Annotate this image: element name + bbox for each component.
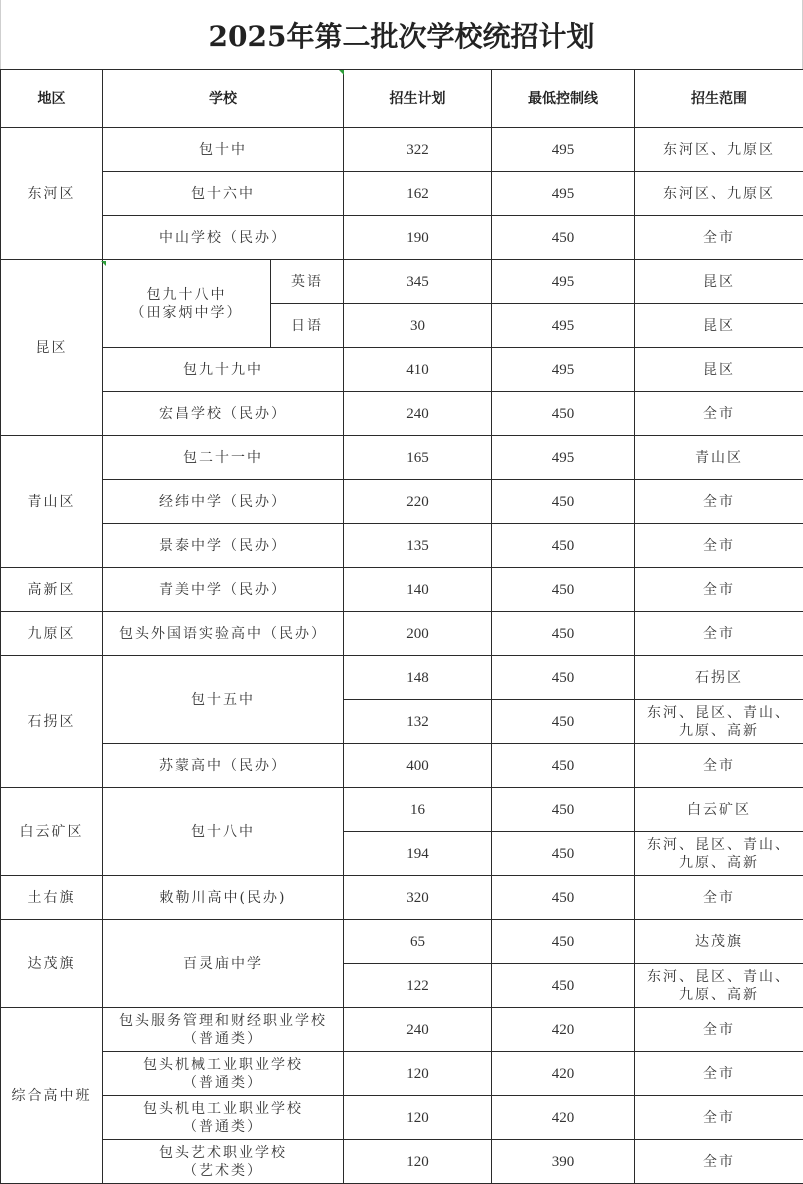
- plan-cell: 162: [344, 172, 492, 216]
- min-line-cell: 450: [492, 788, 635, 832]
- school-cell: 包十八中: [103, 788, 344, 876]
- scope-cell: 全市: [635, 568, 803, 612]
- plan-cell: 220: [344, 480, 492, 524]
- table-row: [1, 524, 803, 568]
- min-line-cell: 495: [492, 348, 635, 392]
- plan-cell: 194: [344, 832, 492, 876]
- school-cell: 包二十一中: [103, 436, 344, 480]
- plan-cell: 345: [344, 260, 492, 304]
- plan-cell: 240: [344, 1008, 492, 1052]
- header-scope: 招生范围: [635, 70, 803, 128]
- school-cell: 中山学校（民办）: [103, 216, 344, 260]
- school-cell: 包九十九中: [103, 348, 344, 392]
- scope-line: 九原、高新: [679, 986, 759, 1003]
- school-cell: 包十五中: [103, 656, 344, 744]
- cell-marker-icon: [101, 261, 106, 266]
- school-cell: 敕勒川高中(民办): [103, 876, 344, 920]
- school-name-line: 包头服务管理和财经职业学校: [119, 1012, 327, 1029]
- school-cell: [103, 1096, 344, 1140]
- min-line-cell: 495: [492, 260, 635, 304]
- school-cell: 经纬中学（民办）: [103, 480, 344, 524]
- plan-cell: 190: [344, 216, 492, 260]
- min-line-cell: 495: [492, 304, 635, 348]
- scope-cell: 东河区、九原区: [635, 172, 803, 216]
- language-cell: 日语: [271, 304, 344, 348]
- min-line-cell: 450: [492, 568, 635, 612]
- table-row: [1, 656, 803, 700]
- language-cell: 英语: [271, 260, 344, 304]
- table-row: [1, 1140, 803, 1184]
- plan-cell: 120: [344, 1096, 492, 1140]
- header-row: [1, 70, 803, 128]
- school-cell: 苏蒙高中（民办）: [103, 744, 344, 788]
- plan-cell: 135: [344, 524, 492, 568]
- school-name-line: 包头艺术职业学校: [159, 1144, 287, 1161]
- school-name-line: 包九十八中: [146, 286, 227, 303]
- min-line-cell: 450: [492, 920, 635, 964]
- table-row: [1, 1096, 803, 1140]
- school-name-line: （普通类）: [183, 1074, 263, 1091]
- plan-cell: 132: [344, 700, 492, 744]
- page-title: 2025年第二批次学校统招计划: [0, 0, 803, 69]
- scope-cell: [635, 700, 803, 744]
- scope-cell: 全市: [635, 876, 803, 920]
- min-line-cell: 450: [492, 744, 635, 788]
- school-cell: 景泰中学（民办）: [103, 524, 344, 568]
- scope-cell: 全市: [635, 1008, 803, 1052]
- region-cell: 达茂旗: [1, 920, 103, 1008]
- min-line-cell: 420: [492, 1008, 635, 1052]
- region-cell: 九原区: [1, 612, 103, 656]
- min-line-cell: 450: [492, 612, 635, 656]
- scope-cell: 全市: [635, 1140, 803, 1184]
- min-line-cell: 420: [492, 1096, 635, 1140]
- scope-line: 东河、昆区、青山、: [647, 704, 791, 721]
- scope-cell: 东河区、九原区: [635, 128, 803, 172]
- min-line-cell: 450: [492, 656, 635, 700]
- school-name-line: 包头机械工业职业学校: [143, 1056, 303, 1073]
- scope-cell: 达茂旗: [635, 920, 803, 964]
- scope-cell: 青山区: [635, 436, 803, 480]
- school-name-line: （普通类）: [183, 1030, 263, 1047]
- table-row: [1, 260, 803, 304]
- min-line-cell: 450: [492, 216, 635, 260]
- scope-cell: 昆区: [635, 348, 803, 392]
- school-name-line: 包头机电工业职业学校: [143, 1100, 303, 1117]
- scope-cell: 全市: [635, 612, 803, 656]
- school-cell: 青美中学（民办）: [103, 568, 344, 612]
- plan-cell: 320: [344, 876, 492, 920]
- region-cell: 综合高中班: [1, 1008, 103, 1184]
- min-line-cell: 495: [492, 436, 635, 480]
- table-row: [1, 480, 803, 524]
- min-line-cell: 450: [492, 480, 635, 524]
- plan-cell: 400: [344, 744, 492, 788]
- plan-cell: 165: [344, 436, 492, 480]
- min-line-cell: 450: [492, 964, 635, 1008]
- min-line-cell: 390: [492, 1140, 635, 1184]
- table-row: [1, 788, 803, 832]
- header-school: 学校: [103, 70, 344, 128]
- table-row: [1, 216, 803, 260]
- plan-cell: 16: [344, 788, 492, 832]
- school-name-line: （普通类）: [183, 1118, 263, 1135]
- school-name-line: （田家炳中学）: [130, 304, 243, 321]
- scope-cell: [635, 964, 803, 1008]
- scope-cell: 全市: [635, 392, 803, 436]
- scope-line: 九原、高新: [679, 854, 759, 871]
- scope-cell: 白云矿区: [635, 788, 803, 832]
- min-line-cell: 450: [492, 832, 635, 876]
- plan-cell: 122: [344, 964, 492, 1008]
- school-cell: [103, 1140, 344, 1184]
- scope-line: 九原、高新: [679, 722, 759, 739]
- plan-cell: 65: [344, 920, 492, 964]
- scope-cell: 石拐区: [635, 656, 803, 700]
- scope-cell: 全市: [635, 1096, 803, 1140]
- plan-cell: 120: [344, 1052, 492, 1096]
- header-min-line: 最低控制线: [492, 70, 635, 128]
- plan-cell: 148: [344, 656, 492, 700]
- table-row: [1, 568, 803, 612]
- min-line-cell: 495: [492, 128, 635, 172]
- table-row: [1, 1008, 803, 1052]
- min-line-cell: 450: [492, 392, 635, 436]
- region-cell: 东河区: [1, 128, 103, 260]
- min-line-cell: 450: [492, 876, 635, 920]
- region-cell: 青山区: [1, 436, 103, 568]
- plan-cell: 120: [344, 1140, 492, 1184]
- header-plan: 招生计划: [344, 70, 492, 128]
- table-row: [1, 392, 803, 436]
- table-row: [1, 436, 803, 480]
- plan-cell: 30: [344, 304, 492, 348]
- table-row: [1, 744, 803, 788]
- table-row: [1, 876, 803, 920]
- region-cell: 昆区: [1, 260, 103, 436]
- region-cell: 白云矿区: [1, 788, 103, 876]
- plan-cell: 240: [344, 392, 492, 436]
- scope-cell: 全市: [635, 480, 803, 524]
- scope-cell: 昆区: [635, 260, 803, 304]
- school-cell: [103, 1052, 344, 1096]
- scope-cell: [635, 832, 803, 876]
- scope-cell: 全市: [635, 524, 803, 568]
- school-cell: [103, 260, 271, 348]
- scope-cell: 昆区: [635, 304, 803, 348]
- scope-line: 东河、昆区、青山、: [647, 836, 791, 853]
- table-row: [1, 1052, 803, 1096]
- cell-marker-icon: [339, 70, 344, 75]
- school-cell: 包十六中: [103, 172, 344, 216]
- scope-cell: 全市: [635, 744, 803, 788]
- plan-cell: 322: [344, 128, 492, 172]
- min-line-cell: 450: [492, 524, 635, 568]
- plan-cell: 140: [344, 568, 492, 612]
- school-cell: [103, 1008, 344, 1052]
- school-name-line: （艺术类）: [183, 1162, 263, 1179]
- school-cell: 包十中: [103, 128, 344, 172]
- table-row: [1, 348, 803, 392]
- school-cell: 包头外国语实验高中（民办）: [103, 612, 344, 656]
- table-row: [1, 612, 803, 656]
- school-cell: 宏昌学校（民办）: [103, 392, 344, 436]
- table-row: [1, 128, 803, 172]
- min-line-cell: 420: [492, 1052, 635, 1096]
- region-cell: 高新区: [1, 568, 103, 612]
- plan-cell: 410: [344, 348, 492, 392]
- scope-cell: 全市: [635, 1052, 803, 1096]
- scope-line: 东河、昆区、青山、: [647, 968, 791, 985]
- enrollment-table: [0, 69, 803, 1184]
- header-region: 地区: [1, 70, 103, 128]
- table-row: [1, 920, 803, 964]
- region-cell: 土右旗: [1, 876, 103, 920]
- table-row: [1, 172, 803, 216]
- plan-cell: 200: [344, 612, 492, 656]
- region-cell: 石拐区: [1, 656, 103, 788]
- scope-cell: 全市: [635, 216, 803, 260]
- min-line-cell: 450: [492, 700, 635, 744]
- min-line-cell: 495: [492, 172, 635, 216]
- school-cell: 百灵庙中学: [103, 920, 344, 1008]
